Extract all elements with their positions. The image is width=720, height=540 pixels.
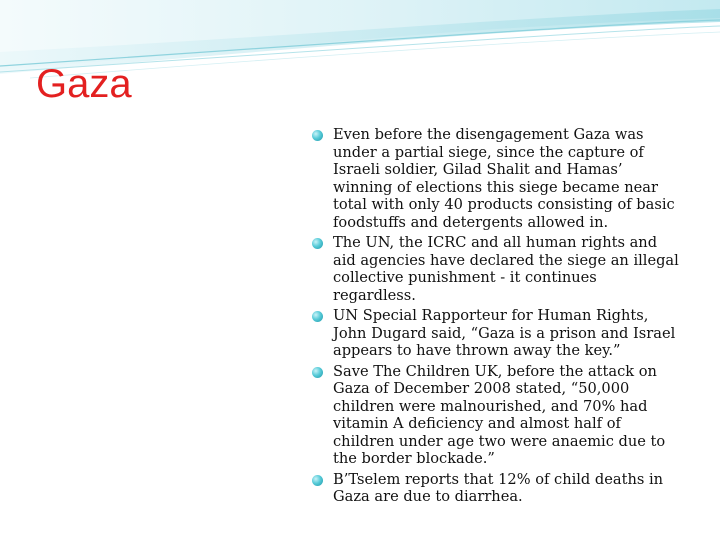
slide-content [312, 126, 684, 506]
bullet-dot-icon [312, 311, 323, 322]
bullet-dot-icon [312, 367, 323, 378]
bullet-dot-icon [312, 130, 323, 141]
bullet-dot-icon [312, 475, 323, 486]
bullet-text: The UN, the ICRC and all human rights and aid agencies have declared the siege an illegal collective punishment - it continues regardless. [333, 234, 679, 304]
bullet-dot-icon [312, 238, 323, 249]
bullet-list [312, 126, 684, 506]
bullet-item [312, 126, 684, 231]
bullet-text: Save The Children UK, before the attack on Gaza of December 2008 stated, “50,000 children were malnourished, and 70% had vitamin A deficiency and almost half of children under age two were anaemic due to the border blockade.” [333, 362, 666, 467]
bullet-text: B’Tselem reports that 12% of child deaths in Gaza are due to diarrhea. [333, 470, 664, 505]
bullet-item [312, 234, 684, 304]
bullet-item [312, 471, 684, 506]
bullet-item [312, 307, 684, 360]
bullet-text: Even before the disengagement Gaza was under a partial siege, since the capture of Israeli soldier, Gilad Shalit and Hamas’ winning of elections this siege became near total with only 40 products consisting of basic foodstuffs and detergents allowed in. [333, 126, 675, 231]
bullet-item [312, 363, 684, 468]
bullet-text: UN Special Rapporteur for Human Rights, John Dugard said, “Gaza is a prison and Israel appears to have thrown away the key.” [333, 307, 676, 359]
slide-title: Gaza [36, 62, 132, 106]
